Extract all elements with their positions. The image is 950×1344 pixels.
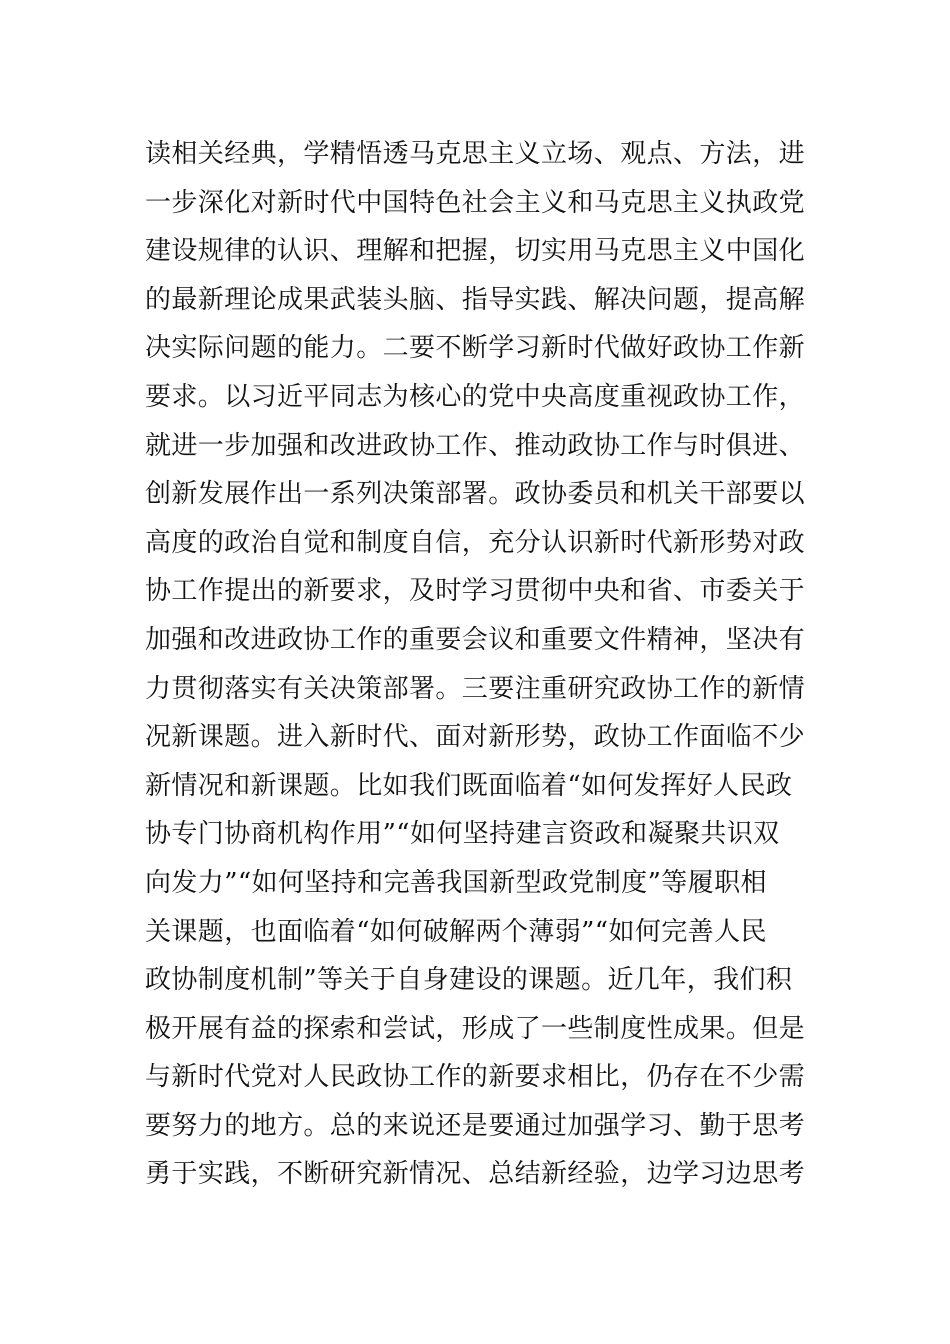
text-line: 决实际问题的能力。二要不断学习新时代做好政协工作新: [145, 333, 806, 364]
text-line: 极开展有益的探索和尝试，形成了一些制度性成果。但是: [145, 1013, 806, 1044]
text-line: 协专门协商机构作用”“如何坚持建言资政和凝聚共识双: [145, 819, 780, 850]
text-line: 况新课题。进入新时代、面对新形势，政协工作面临不少: [145, 722, 806, 753]
text-line: 就进一步加强和改进政协工作、推动政协工作与时俱进、: [145, 430, 806, 461]
text-line: 勇于实践，不断研究新情况、总结新经验，边学习边思考: [145, 1159, 806, 1190]
text-line: 力贯彻落实有关决策部署。三要注重研究政协工作的新情: [145, 673, 806, 704]
body-text: [145, 130, 825, 1199]
text-line: 政协制度机制”等关于自身建设的课题。近几年，我们积: [145, 965, 793, 996]
text-line: 协工作提出的新要求，及时学习贯彻中央和省、市委关于: [145, 576, 806, 607]
text-line: 要求。以习近平同志为核心的党中央高度重视政协工作，: [145, 381, 806, 412]
text-line: 新情况和新课题。比如我们既面临着“如何发挥好人民政: [145, 770, 793, 801]
text-line: 创新发展作出一系列决策部署。政协委员和机关干部要以: [145, 479, 806, 510]
text-line: 要努力的地方。总的来说还是要通过加强学习、勤于思考: [145, 1110, 806, 1141]
text-line: 加强和改进政协工作的重要会议和重要文件精神，坚决有: [145, 624, 806, 655]
text-line: 与新时代党对人民政协工作的新要求相比，仍存在不少需: [145, 1062, 806, 1093]
text-line: 高度的政治自觉和制度自信，充分认识新时代新形势对政: [145, 527, 806, 558]
text-line: 建设规律的认识、理解和把握，切实用马克思主义中国化: [145, 236, 806, 267]
text-line: 关课题，也面临着“如何破解两个薄弱”“如何完善人民: [145, 916, 767, 947]
text-line: 的最新理论成果武装头脑、指导实践、解决问题，提高解: [145, 284, 806, 315]
text-line: 一步深化对新时代中国特色社会主义和马克思主义执政党: [145, 187, 806, 218]
text-line: 读相关经典，学精悟透马克思主义立场、观点、方法，进: [145, 139, 806, 169]
text-line: 向发力”“如何坚持和完善我国新型政党制度”等履职相: [145, 867, 767, 898]
